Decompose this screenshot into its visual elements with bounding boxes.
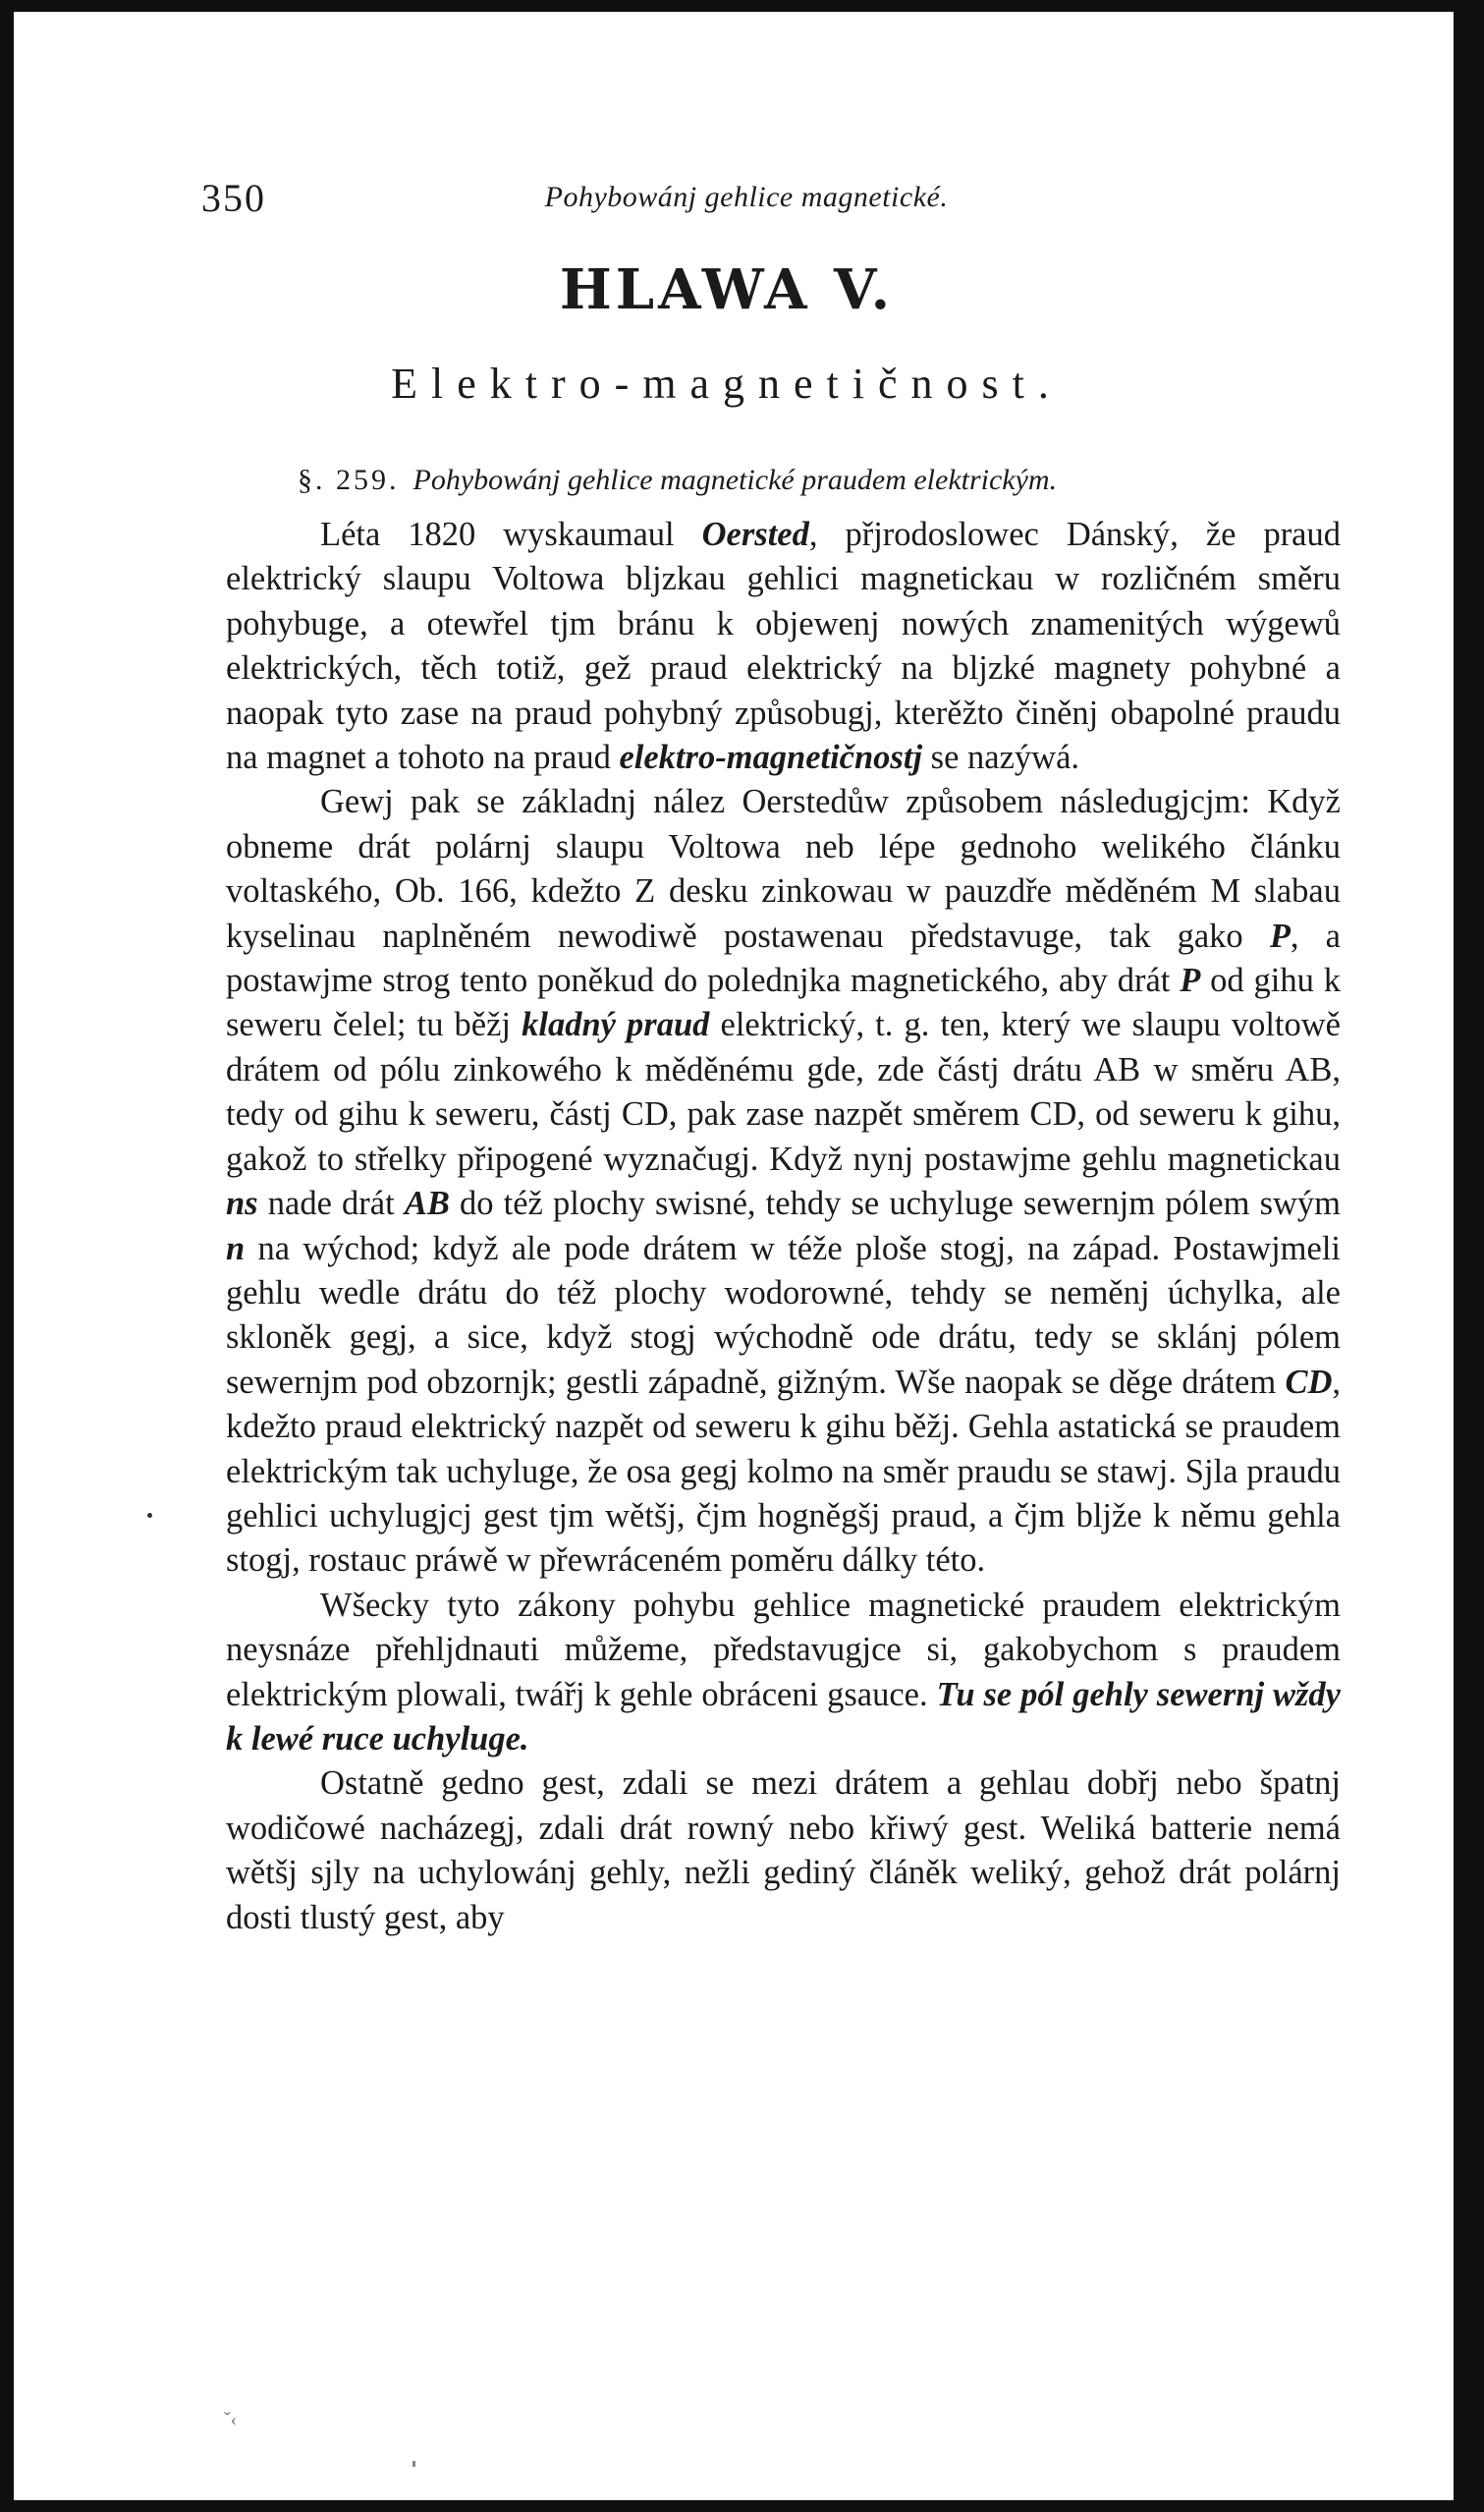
paragraph-text: na wýchod; když ale pode drátem w téže ploše stogj, na západ. Postawjmeli gehlu wedle drátu do též plochy wodorowné, tehdy se neměnj úchylka, ale skloněk gegj, a sice, když stogj wýchodně ode drátu, tedy se sklánj pólem sewernjm pod obzornjk; gestli západně, gižným. Wše naopak se děge drátem — [226, 1229, 1341, 1401]
emphasis-text: Oersted — [701, 516, 809, 553]
paragraph-text: Léta 1820 wyskaumaul — [320, 516, 702, 553]
paragraph-text: do též plochy swisné, tehdy se uchyluge sewernjm pólem swým — [449, 1185, 1342, 1223]
running-title: Pohybowánj gehlice magnetické. — [544, 181, 949, 213]
emphasis-text: n — [226, 1229, 246, 1267]
bottom-smudge: ˇ‹ — [224, 2409, 238, 2430]
paragraph-text: elektrický, t. g. ten, který we slaupu voltowě drátem od pólu zinkowého k měděnému gde, zde částj drátu AB w směru AB, tedy od gihu k seweru, částj CD, pak zase nazpět směrem CD, od seweru k gihu, gakož to střelky připogené wyznačugj. Když nynj postawjme gehlu magnetickau — [226, 1006, 1341, 1178]
emphasis-text: Tu se pól gehly sewernj wždy k lewé ruce uchyluge. — [226, 1675, 1341, 1758]
emphasis-text: CD — [1285, 1363, 1333, 1401]
paragraph — [226, 513, 1341, 780]
body-text — [226, 513, 1341, 1940]
emphasis-text: ns — [226, 1185, 258, 1223]
paragraph-text: , kdežto praud elektrický nazpět od seweru k gihu běžj. Gehla astatická se praudem elektrickým tak uchyluge, že osa gegj kolmo na směr praudu se stawj. Sjla praudu gehlici uchylugjcj gest tjm wětšj, čjm hogněgšj praud, a čjm bljže k němu gehla stogj, rostauc práwě w přewráceném poměru dálky této. — [226, 1363, 1341, 1580]
running-head — [201, 175, 1292, 230]
section-heading — [298, 464, 1339, 497]
paragraph-text: Gewj pak se základnj nález Oerstedůw způsobem následugjcjm: Když obneme drát polárnj slaupu Voltowa neb lépe gednoho welikého článku voltaského, Ob. 166, kdežto Z desku zinkowau w pauzdře měděném M slabau kyselinau naplněném newodiwě postawenau představuge, tak gako — [226, 783, 1341, 955]
paragraph — [226, 1761, 1341, 1940]
emphasis-text: AB — [404, 1185, 450, 1223]
paragraph-text: nade drát — [257, 1185, 405, 1223]
chapter-title: Elektro-magnetičnost. — [391, 360, 1063, 408]
chapter-heading: HLAWA V. — [559, 257, 895, 322]
section-number: §. 259. — [298, 464, 400, 496]
margin-dot — [147, 1513, 152, 1518]
emphasis-text: elektro-magnetičnostj — [619, 739, 923, 777]
paragraph-text: se nazýwá. — [922, 739, 1080, 777]
paragraph-text: Ostatně gedno gest, zdali se mezi drátem a gehlau dobřj nebo špatnj wodičowé nacházegj, zdali drát rowný nebo křiwý gest. Weliká batterie nemá wětšj sjly na uchylowánj gehly, nežli gediný článěk weliký, gehož drát polárnj dosti tlustý gest, aby — [226, 1764, 1341, 1936]
bottom-mark — [412, 2461, 415, 2467]
emphasis-text: P — [1269, 917, 1291, 955]
emphasis-text: P — [1180, 962, 1201, 1000]
scan-edge — [1454, 0, 1484, 2512]
paragraph — [226, 780, 1341, 1583]
paragraph-text: od gihu k seweru čelel; tu běžj — [226, 962, 1341, 1044]
paragraph-text: Wšecky tyto zákony pohybu gehlice magnetické praudem elektrickým neysnáze přehljdnauti můžeme, představugjce si, gakobychom s praudem elektrickým plowali, twářj k gehle obráceni gsauce. — [226, 1586, 1341, 1713]
section-title: Pohybowánj gehlice magnetické praudem elektrickým. — [412, 464, 1058, 496]
paragraph-text: , a postawjme strog tento poněkud do polednjka magnetického, aby drát — [226, 917, 1341, 1000]
page-number: 350 — [201, 176, 266, 220]
paragraph-text: , přjrodoslowec Dánský, že praud elektrický slaupu Voltowa bljzkau gehlici magnetickau w rozličném směru pohybuge, a otewřel tjm bránu k objewenj nowých znamenitých wýgewů elektrických, těch totiž, gež praud elektrický na bljzké magnety pohybné a naopak tyto zase na praud pohybný způsobugj, kterěžto činěnj obapolné praudu na magnet a tohoto na praud — [226, 516, 1341, 777]
emphasis-text: kladný praud — [522, 1006, 710, 1044]
paragraph — [226, 1584, 1341, 1762]
